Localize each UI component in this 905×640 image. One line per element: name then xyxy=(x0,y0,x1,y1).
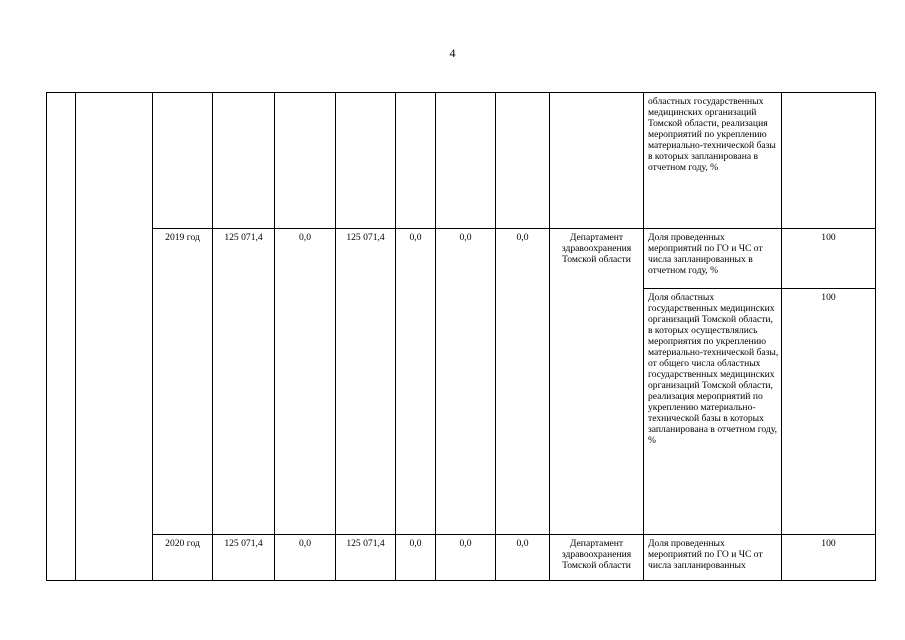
table-row xyxy=(47,535,876,581)
page-number: 4 xyxy=(449,46,456,60)
cell-reg xyxy=(336,93,396,229)
cell-local: 0,0 xyxy=(396,229,436,535)
cell-indicator-value: 100 xyxy=(782,289,876,535)
cell-year: 2019 год xyxy=(153,229,213,535)
cell-indicator-value: 100 xyxy=(782,535,876,581)
cell-executor: Департамент здравоохранения Томской области xyxy=(550,229,644,535)
cell-indicator: Доля проведенных мероприятий по ГО и ЧС от числа запланированных в отчетном году, % xyxy=(644,229,782,289)
cell-extra2: 0,0 xyxy=(496,229,550,535)
table-row xyxy=(47,93,876,229)
cell-executor xyxy=(550,93,644,229)
cell-fed: 0,0 xyxy=(275,535,336,581)
cell-extra2: 0,0 xyxy=(496,535,550,581)
table-row xyxy=(47,229,876,289)
cell-total xyxy=(213,93,275,229)
program-table-wrapper xyxy=(46,92,876,581)
cell-extra1: 0,0 xyxy=(436,229,496,535)
cell-indicator: областных государственных медицинских организаций Томской области, реализация мероприятий по укреплению материально-технической базы в которых запланирована в отчетном году, % xyxy=(644,93,782,229)
cell-extra1 xyxy=(436,93,496,229)
cell-total: 125 071,4 xyxy=(213,229,275,535)
cell-extra1: 0,0 xyxy=(436,535,496,581)
program-table xyxy=(46,92,876,581)
cell-local: 0,0 xyxy=(396,535,436,581)
cell-fed xyxy=(275,93,336,229)
cell-year: 2020 год xyxy=(153,535,213,581)
cell-local xyxy=(396,93,436,229)
cell-year xyxy=(153,93,213,229)
cell-fed: 0,0 xyxy=(275,229,336,535)
cell-indicator: Доля проведенных мероприятий по ГО и ЧС от числа запланированных xyxy=(644,535,782,581)
cell-executor: Департамент здравоохранения Томской области xyxy=(550,535,644,581)
cell-number xyxy=(47,93,76,581)
cell-indicator-value: 100 xyxy=(782,229,876,289)
cell-task xyxy=(76,93,153,581)
cell-reg: 125 071,4 xyxy=(336,229,396,535)
cell-reg: 125 071,4 xyxy=(336,535,396,581)
cell-indicator: Доля областных государственных медицинских организаций Томской области, в которых осуществлялись мероприятия по укреплению материально-технической базы, от общего числа областных государственных медицинских организаций Томской области, реализация мероприятий по укреплению материально-технической базы в которых запланирована в отчетном году, % xyxy=(644,289,782,535)
cell-extra2 xyxy=(496,93,550,229)
cell-total: 125 071,4 xyxy=(213,535,275,581)
cell-indicator-value xyxy=(782,93,876,229)
